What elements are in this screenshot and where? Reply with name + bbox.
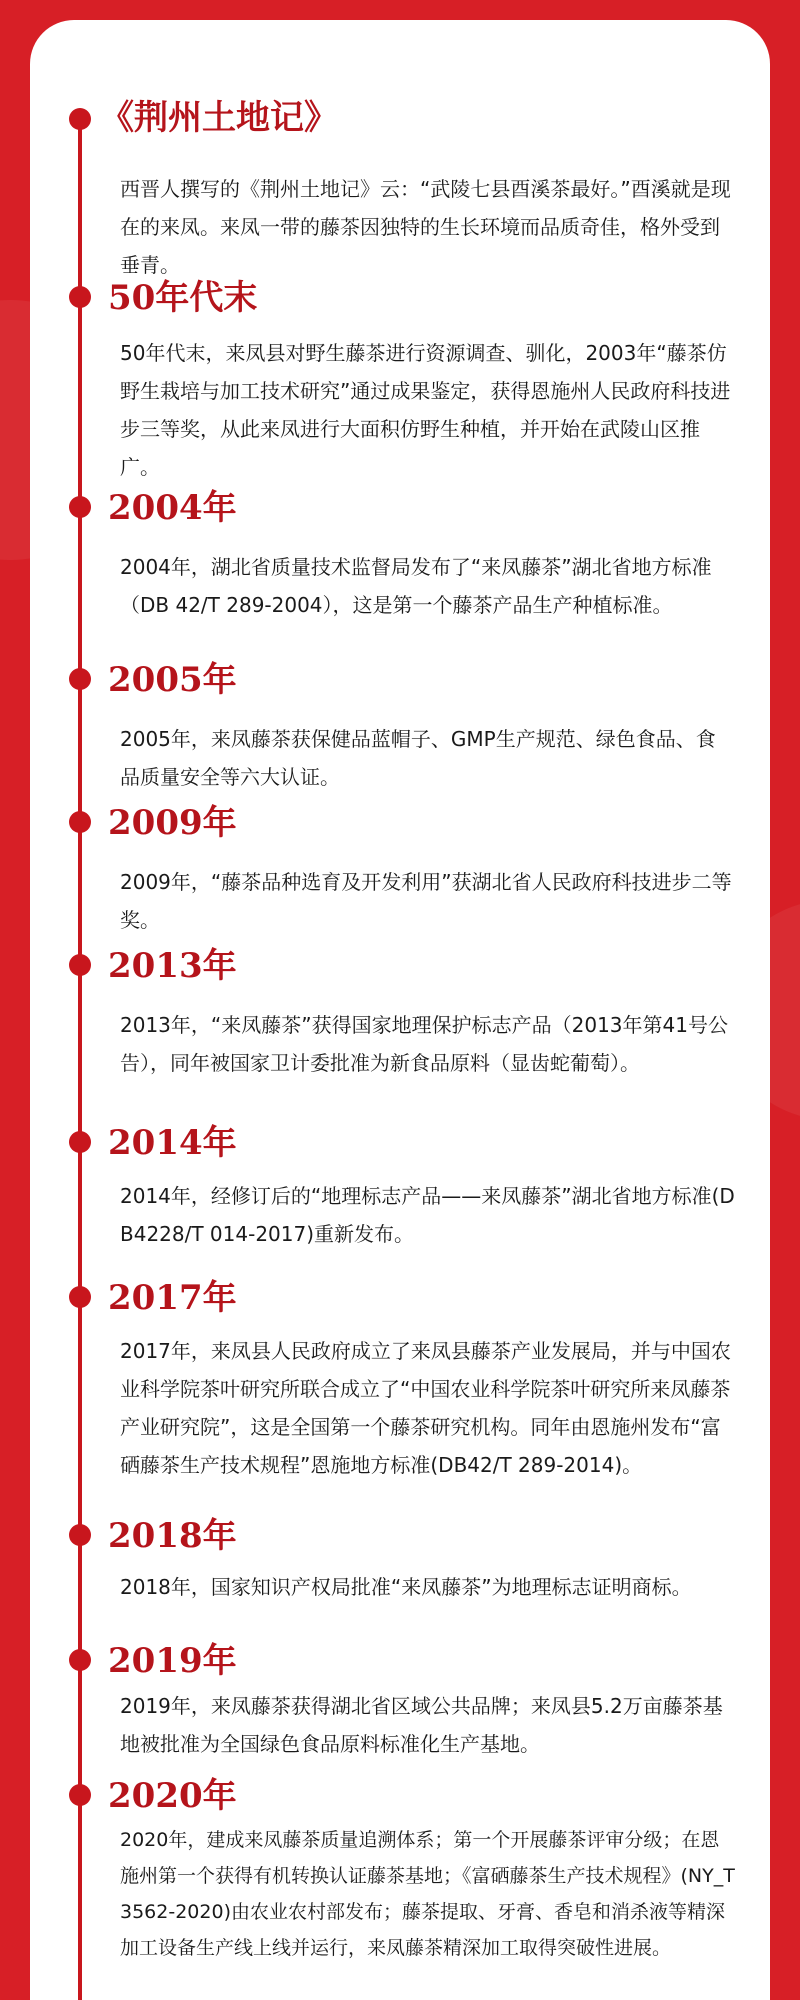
timeline-line (78, 110, 82, 2000)
entry-text: 2009年，“藤茶品种选育及开发利用”获湖北省人民政府科技进步二等奖。 (120, 870, 732, 932)
timeline-dot (69, 1131, 91, 1153)
timeline-dot (69, 1649, 91, 1671)
timeline-dot (69, 811, 91, 833)
entry-title: 50年代末 (108, 278, 258, 318)
timeline-dot (69, 668, 91, 690)
entry-text: 2005年，来凤藤茶获保健品蓝帽子、GMP生产规范、绿色食品、食品质量安全等六大认证。 (120, 727, 716, 789)
entry-text: 2018年，国家知识产权局批准“来凤藤茶”为地理标志证明商标。 (120, 1575, 692, 1599)
entry-title: 2019年 (108, 1641, 237, 1681)
entry-title: 2005年 (108, 660, 237, 700)
entry-text: 2019年，来凤藤茶获得湖北省区域公共品牌；来凤县5.2万亩藤茶基地被批准为全国绿色食品原料标准化生产基地。 (120, 1694, 723, 1756)
timeline-card (30, 20, 770, 2000)
timeline-dot (69, 1784, 91, 1806)
entry-title: 2009年 (108, 803, 237, 843)
entry-title: 2013年 (108, 946, 237, 986)
timeline-dot (69, 108, 91, 130)
entry-title: 2018年 (108, 1516, 237, 1556)
entry-title: 2004年 (108, 488, 237, 528)
entry-title: 2017年 (108, 1278, 237, 1318)
timeline-dot (69, 1286, 91, 1308)
entry-text: 西晋人撰写的《荆州土地记》云：“武陵七县酉溪茶最好。”酉溪就是现在的来凤。来凤一带的藤茶因独特的生长环境而品质奇佳，格外受到垂青。 (120, 177, 731, 277)
entry-title: 2020年 (108, 1776, 237, 1816)
entry-text: 2013年，“来凤藤茶”获得国家地理保护标志产品（2013年第41号公告），同年被国家卫计委批准为新食品原料（显齿蛇葡萄）。 (120, 1013, 728, 1075)
timeline-dot (69, 286, 91, 308)
entry-text: 2020年，建成来凤藤茶质量追溯体系；第一个开展藤茶评审分级；在恩施州第一个获得有机转换认证藤茶基地；《富硒藤茶生产技术规程》(NY_T 3562-2020)由农业农村部发布；藤茶提取、牙膏、香皂和消杀液等精深加工设备生产线上线并运行，来凤藤茶精深加工取得突破性进展。 (120, 1829, 735, 1959)
timeline-dot (69, 496, 91, 518)
entry-text: 50年代末，来凤县对野生藤茶进行资源调查、驯化，2003年“藤茶仿野生栽培与加工技术研究”通过成果鉴定，获得恩施州人民政府科技进步三等奖，从此来凤进行大面积仿野生种植，并开始在武陵山区推广。 (120, 341, 731, 479)
entry-title: 2014年 (108, 1123, 237, 1163)
entry-text: 2014年，经修订后的“地理标志产品——来凤藤茶”湖北省地方标准(DB4228/T 014-2017)重新发布。 (120, 1184, 735, 1246)
timeline-dot (69, 954, 91, 976)
entry-text: 2017年，来凤县人民政府成立了来凤县藤茶产业发展局，并与中国农业科学院茶叶研究所联合成立了“中国农业科学院茶叶研究所来凤藤茶产业研究院”，这是全国第一个藤茶研究机构。同年由恩施州发布“富硒藤茶生产技术规程”恩施地方标准(DB42/T 289-2014)。 (120, 1339, 731, 1477)
entry-text: 2004年，湖北省质量技术监督局发布了“来凤藤茶”湖北省地方标准（DB 42/T 289-2004），这是第一个藤茶产品生产种植标准。 (120, 555, 712, 617)
entry-title: 《荆州土地记》 (100, 98, 338, 138)
timeline-dot (69, 1524, 91, 1546)
